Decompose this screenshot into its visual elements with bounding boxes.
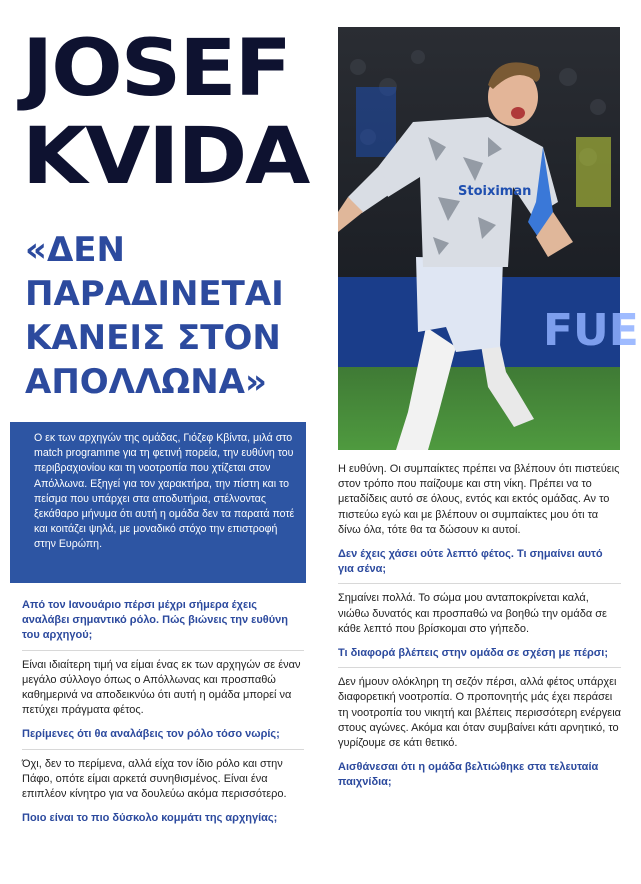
jersey-sponsor: Stoiximan <box>458 184 532 199</box>
interview-answer: Όχι, δεν το περίμενα, αλλά είχα τον ίδιο ρόλο και στην Πάφο, οπότε είμαι αρκετά συνηθισμένος. Είναι ένα επιπλέον κίνητρο για να δουλεύω ακόμα περισσότερο. <box>22 757 287 801</box>
player-first-name: JOSEF <box>22 24 290 114</box>
player-last-name: KVIDA <box>22 112 309 202</box>
interview-question: Από τον Ιανουάριο πέρσι μέχρι σήμερα έχεις αναλάβει σημαντικό ρόλο. Πώς βιώνεις την ευθύνη του αρχηγού; <box>22 599 288 642</box>
headline-line: ΚΑΝΕΙΣ ΣΤΟΝ <box>25 318 281 358</box>
interview-question: Δεν έχεις χάσει ούτε λεπτό φέτος. Τι σημαίνει αυτό για σένα; <box>338 548 603 576</box>
interview-question: Περίμενες ότι θα αναλάβεις τον ρόλο τόσο νωρίς; <box>22 728 280 741</box>
interview-answer: Είναι ιδιαίτερη τιμή να είμαι ένας εκ των αρχηγών σε έναν μεγάλο σύλλογο όπως ο Απόλλωνας και προσπαθώ καθημερινά να αποδεικνύω ότι αυτή η ομάδα μπορεί να πετύχει πράγματα φέτος. <box>22 658 301 717</box>
intro-box: Ο εκ των αρχηγών της ομάδας, Γιόζεφ Κβίντα, μιλά στο match programme για τη φετινή πορεία, την ευθύνη του περιβραχιονίου και τη νοοτροπία που χτίζεται στον Απόλλωνα. Εξηγεί για τον χαρακτήρα, την πίστη και το πείσμα που υπάρχει στα αποδυτήρια, στέλνοντας ξεκάθαρο μήνυμα ότι αυτή η ομάδα δεν τα παρατά ποτέ και κοιτάζει ψηλά, με μοναδικό στόχο την επιστροφή στην Ευρώπη. <box>10 422 306 583</box>
interview-question: Ποιο είναι το πιο δύσκολο κομμάτι της αρχηγίας; <box>22 812 278 825</box>
interview-question: Τι διαφορά βλέπεις στην ομάδα σε σχέση με πέρσι; <box>338 647 608 660</box>
divider <box>22 650 304 651</box>
player-photo <box>338 27 639 450</box>
divider <box>338 583 621 584</box>
right-column <box>338 462 621 797</box>
left-column <box>22 598 304 832</box>
interview-question: Αισθάνεσαι ότι η ομάδα βελτιώθηκε στα τελευταία παιχνίδια; <box>338 761 599 789</box>
interview-answer: Η ευθύνη. Οι συμπαίκτες πρέπει να βλέπουν ότι πιστεύεις στον τρόπο που παίζουμε και στη νίκη. Πρέπει να το μεταδίδεις αυτό σε όλους, εντός και εκτός ομάδας. Αν το πιστεύω εγώ και με βλέπουν οι συμπαίκτες μου ότι τα δίνω όλα, τότε θα τα δώσουν κι αυτοί. <box>338 463 620 536</box>
billboard-text: FUE <box>543 305 639 356</box>
interview-answer: Δεν ήμουν ολόκληρη τη σεζόν πέρσι, αλλά φέτος υπάρχει διαφορετική νοοτροπία. Ο προπονητής μάς έχει περάσει τη νοοτροπία του νικητή και βλέπεις περισσότερη ενέργεια στους αγώνες. Ακόμα και όταν συμβαίνει κάτι αρνητικό, το γυρίζουμε σε κάτι θετικό. <box>338 676 622 750</box>
headline-line: ΑΠΟΛΛΩΝΑ» <box>25 362 267 402</box>
divider <box>338 667 621 668</box>
headline-quote <box>25 228 345 404</box>
interview-answer: Σημαίνει πολλά. Το σώμα μου ανταποκρίνεται καλά, νιώθω δυνατός και προσπαθώ να βοηθώ την ομάδα σε κάθε λεπτό που βρίσκομαι στο γήπεδο. <box>338 592 607 635</box>
divider <box>22 749 304 750</box>
headline-line: «ΔΕΝ <box>25 230 125 270</box>
headline-line: ΠΑΡΑΔΙΝΕΤΑΙ <box>25 274 284 314</box>
